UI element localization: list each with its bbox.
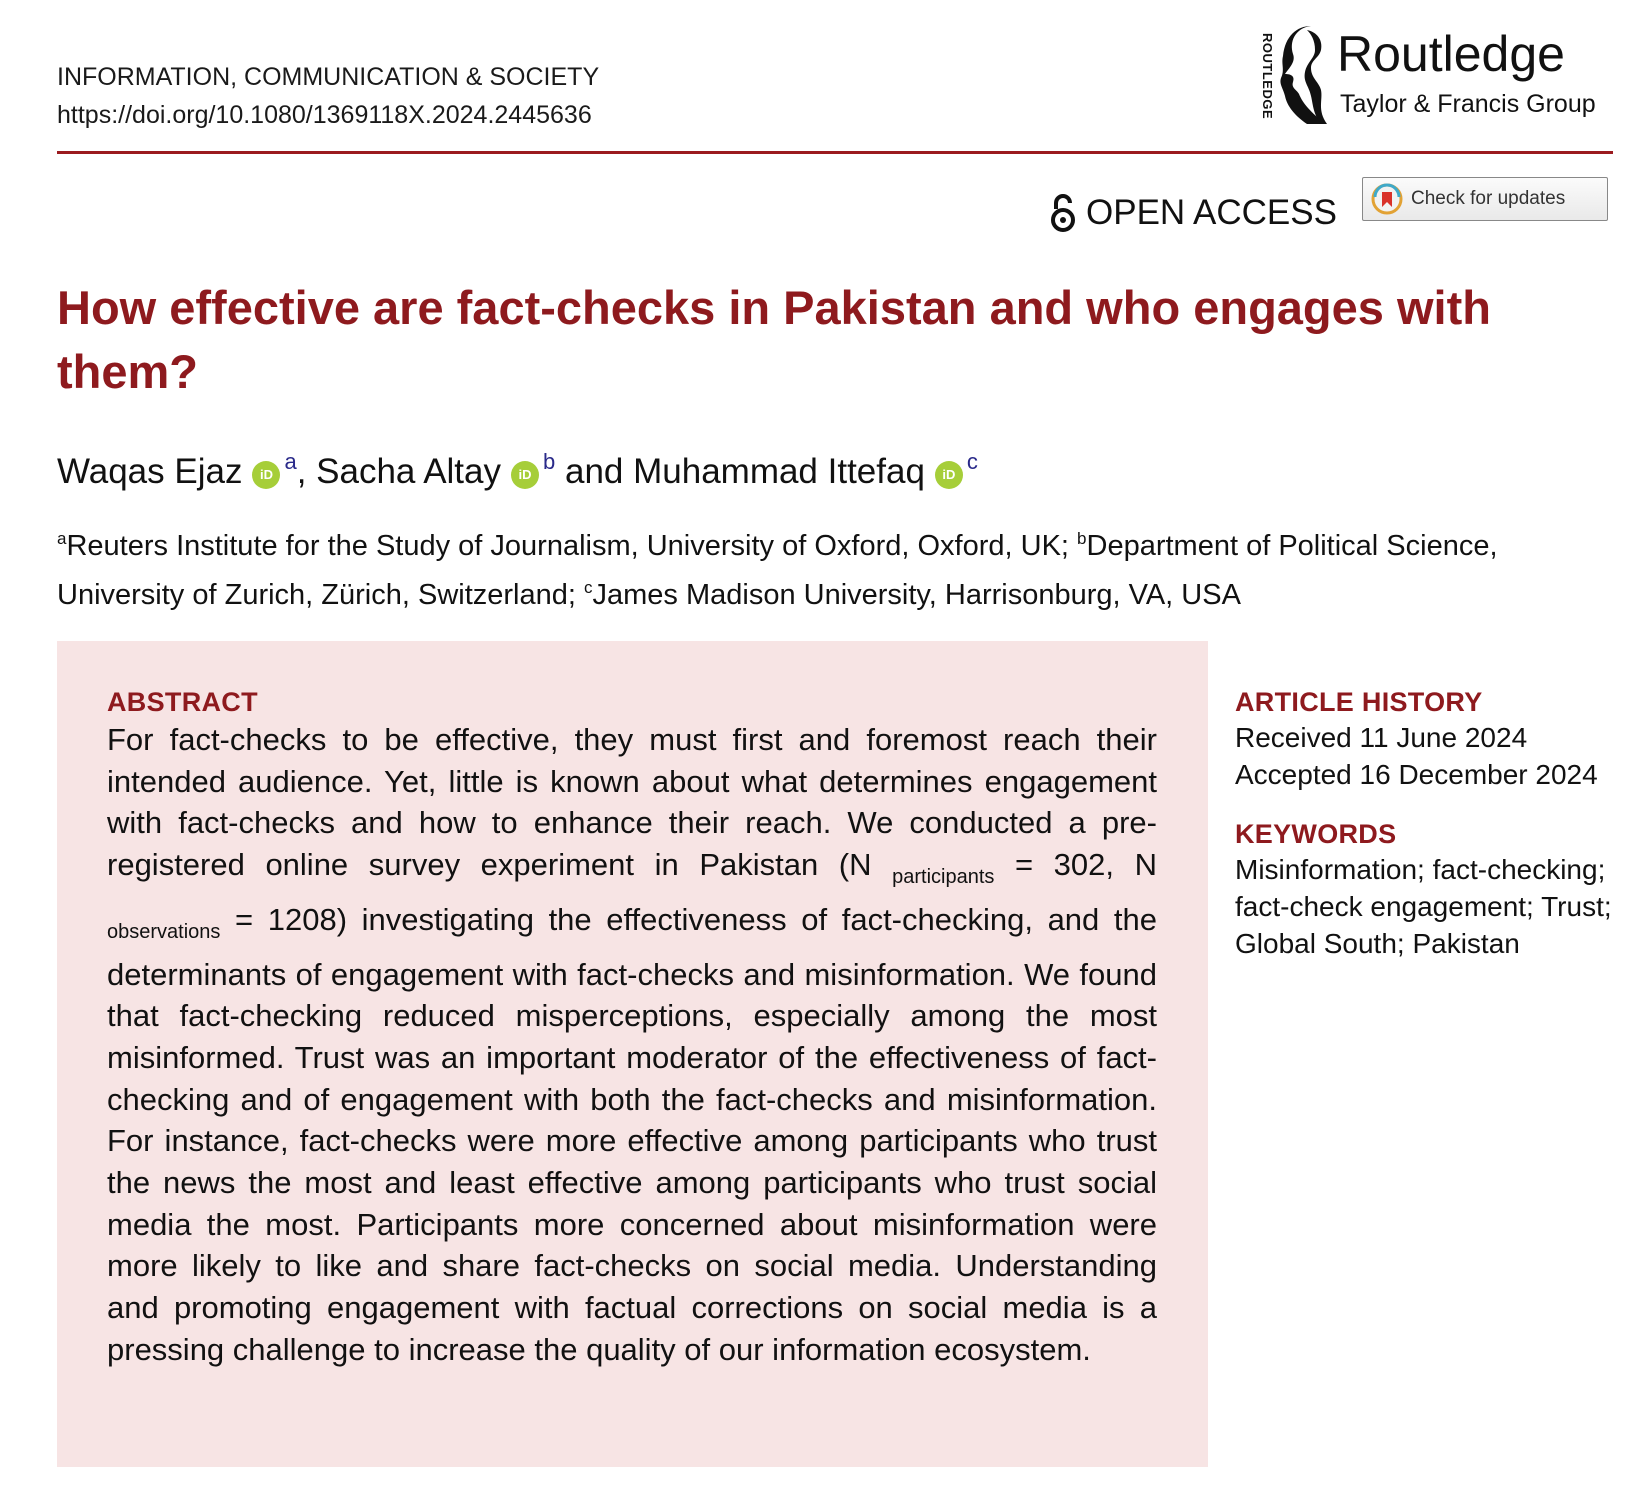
affiliation-marker[interactable]: b (543, 449, 556, 474)
open-access-lock-icon (1050, 193, 1076, 233)
received-date: Received 11 June 2024 (1235, 722, 1528, 753)
author-list (57, 440, 978, 494)
subscript-observations: observations (107, 920, 221, 943)
crossmark-icon (1371, 183, 1403, 215)
accepted-date: Accepted 16 December 2024 (1235, 759, 1598, 790)
affiliation-text: Department of Political Science, University of Zurich, Zürich, Switzerland; (57, 530, 1498, 611)
affiliation-mark: b (1077, 529, 1087, 548)
publisher-logo (1253, 24, 1613, 129)
abstract-box (57, 641, 1208, 1467)
author-name[interactable]: Sacha Altay (316, 452, 501, 491)
publisher-name: Routledge (1337, 26, 1565, 82)
routledge-head-icon (1277, 24, 1333, 128)
keywords-heading: KEYWORDS (1235, 819, 1397, 849)
orcid-icon[interactable]: iD (252, 461, 280, 489)
article-sidebar (1235, 685, 1615, 962)
affiliation-mark: a (57, 529, 67, 548)
journal-name: INFORMATION, COMMUNICATION & SOCIETY (57, 63, 600, 91)
abstract-body (107, 719, 1157, 1371)
header-divider (57, 151, 1613, 154)
doi-link[interactable]: https://doi.org/10.1080/1369118X.2024.2445636 (57, 101, 592, 129)
abstract-text-part: = 302, N (994, 847, 1157, 883)
article-title: How effective are fact-checks in Pakistan and who engages with them? (57, 281, 1491, 398)
subscript-participants: participants (892, 866, 995, 889)
affiliation-mark: c (583, 578, 593, 597)
check-for-updates-button[interactable] (1362, 177, 1608, 221)
keywords-section (1235, 817, 1615, 962)
author-separator: and (555, 452, 634, 491)
affiliation-marker[interactable]: c (966, 449, 978, 474)
orcid-icon[interactable]: iD (511, 461, 539, 489)
affiliations (57, 518, 1617, 616)
author-name[interactable]: Waqas Ejaz (57, 452, 243, 491)
affiliation-text: Reuters Institute for the Study of Journalism, University of Oxford, Oxford, UK; (66, 530, 1078, 562)
article-history-heading: ARTICLE HISTORY (1235, 687, 1483, 717)
abstract-text-part: For fact-checks to be effective, they must first and foremost reach their intended audience. Yet, little is known about what determines engagement with fact-checks and how to enhance their reach. We conducted a pre-registered online survey experiment in Pakistan (N (107, 722, 1157, 883)
open-access-label: OPEN ACCESS (1086, 193, 1337, 232)
affiliation-text: James Madison University, Harrisonburg, VA, USA (592, 579, 1241, 611)
open-access-badge (1050, 188, 1337, 238)
affiliation-marker[interactable]: a (284, 449, 297, 474)
orcid-icon[interactable]: iD (935, 461, 963, 489)
keywords-list: Misinformation; fact-checking; fact-check engagement; Trust; Global South; Pakistan (1235, 854, 1612, 959)
publisher-group: Taylor & Francis Group (1340, 90, 1596, 118)
author-separator: , (296, 452, 317, 491)
author-name[interactable]: Muhammad Ittefaq (633, 452, 925, 491)
check-for-updates-label: Check for updates (1411, 188, 1566, 209)
abstract-heading: ABSTRACT (107, 687, 258, 717)
publisher-vertical-text: ROUTLEDGE (1260, 32, 1275, 120)
journal-header (57, 58, 599, 134)
abstract-text-part: = 1208) investigating the effectiveness of fact-checking, and the determinants of engagement with fact-checks and misinformation. We found that fact-checking reduced misperceptions, especially among the most misinformed. Trust was an important moderator of the effectiveness of fact-checking and of engagement with both the fact-checks and misinformation. For instance, fact-checks were more effective among participants who trust the news the most and least effective among participants who trust social media the most. Participants more concerned about misinformation were more likely to like and share fact-checks on social media. Understanding and promoting engagement with factual corrections on social media is a pressing challenge to increase the quality of our information ecosystem. (107, 901, 1157, 1367)
